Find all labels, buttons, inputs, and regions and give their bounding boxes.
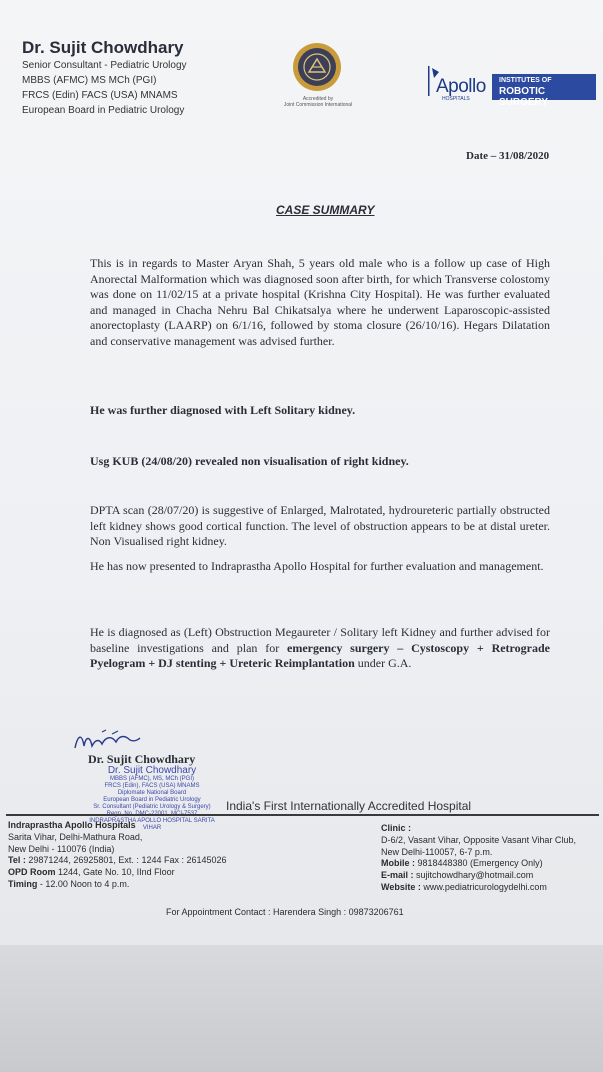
hospital-address-line: Sarita Vihar, Delhi-Mathura Road,	[8, 831, 143, 842]
clinic-address-block	[381, 823, 576, 894]
stamp-line: FRCS (Edin), FACS (USA) MNAMS	[104, 783, 200, 789]
opd-timing: Timing - 12.00 Noon to 4 p.m.	[8, 878, 130, 889]
credential-line: Senior Consultant - Pediatric Urology	[22, 60, 187, 71]
diagnosis-paragraph: He was further diagnosed with Left Solitary kidney.	[90, 403, 356, 417]
stamp-line: European Board in Pediatric Urology	[103, 797, 201, 803]
appointment-contact: For Appointment Contact : Harendera Singh : 09873206761	[166, 907, 404, 917]
stamp-line: Diplomate National Board	[117, 790, 187, 796]
jci-seal-icon	[292, 42, 342, 92]
apollo-logo-text: Apollo	[436, 76, 486, 97]
stamp-line: MBBS (AFMC), MS, MCh (PGI)	[110, 776, 194, 782]
dpta-paragraph: DPTA scan (28/07/20) is suggestive of Enlarged, Malrotated, hydroureteric partially obstructed left kidney shows good cortical function. The level of obstruction appears to be at distal ureter. Non Visualised right kidney.	[90, 503, 550, 549]
seal-caption: Accredited by Joint Commission International	[283, 96, 353, 108]
stamp-name: Dr. Sujit Chowdhary	[107, 765, 197, 776]
badge-line-2: ROBOTIC SURGERY	[499, 86, 549, 108]
presentation-paragraph: He has now presented to Indraprastha Apollo Hospital for further evaluation and management.	[90, 559, 544, 573]
footer-divider	[6, 814, 599, 816]
clinic-website: Website : www.pediatricurologydelhi.com	[381, 881, 547, 892]
letter-date: Date – 31/08/2020	[466, 150, 550, 162]
robotic-surgery-badge	[492, 74, 596, 108]
plan-paragraph	[90, 625, 550, 672]
table-surface	[0, 945, 603, 1072]
case-summary-heading: CASE SUMMARY	[276, 203, 375, 217]
history-paragraph: This is in regards to Master Aryan Shah, 5 years old male who is a follow up case of High Anorectal Malformation which was diagnosed soon after birth, for which Transverse colostomy was done on 11/02/15 at a private hospital (Krishna City Hospital). He was further evaluated and managed in Chacha Nehru Bal Chikatsalya where he underwent Laparoscopic-assisted anorectoplasty (LAARP) on 6/1/16, followed by stoma closure (26/10/16). Hegars Dilatation and conservative management was advised further.	[90, 256, 550, 348]
clinic-email: E-mail : sujitchowdhary@hotmail.com	[381, 870, 534, 881]
apollo-logo-subtext: HOSPITALS	[442, 96, 470, 102]
credential-line: FRCS (Edin) FACS (USA) MNAMS	[22, 90, 178, 101]
clinic-address-line: D-6/2, Vasant Vihar, Opposite Vasant Vihar Club,	[381, 834, 576, 845]
hospital-tagline: India's First Internationally Accredited Hospital	[226, 799, 472, 813]
clinic-label: Clinic :	[381, 823, 412, 833]
clinic-mobile: Mobile : 9818448380 (Emergency Only)	[381, 858, 543, 869]
hospital-name: Indraprastha Apollo Hospitals	[8, 820, 136, 830]
credential-line: European Board in Pediatric Urology	[22, 105, 185, 116]
hospital-address-line: New Delhi - 110076 (India)	[8, 843, 115, 854]
plan-text: He is diagnosed as (Left) Obstruction Megaureter / Solitary left Kidney and further advised for baseline investigations and plan for	[90, 625, 550, 655]
hospital-address-block	[8, 820, 227, 891]
signatory-name: Dr. Sujit Chowdhary	[88, 752, 196, 766]
stamp-line: INDRAPRASTHA APOLLO HOSPITAL SARITA VIHAR	[89, 818, 215, 831]
hospital-phone: Tel : 29871244, 26925801, Ext. : 1244 Fax : 26145026	[8, 855, 227, 866]
plan-text-end: under G.A.	[354, 656, 412, 671]
stamp-line: Sr. Consultant (Pediatric Urology & Surgery)	[93, 804, 211, 810]
doctor-name: Dr. Sujit Chowdhary	[22, 38, 184, 57]
usg-paragraph: Usg KUB (24/08/20) revealed non visualisation of right kidney.	[90, 454, 409, 468]
clinic-address-line: New Delhi-110057, 6-7 p.m.	[381, 846, 493, 857]
opd-room: OPD Room 1244, Gate No. 10, IInd Floor	[8, 867, 175, 878]
plan-surgery-text: emergency surgery – Cystoscopy + Retrograde Pyelogram + DJ stenting + Ureteric Reimplantation	[90, 640, 550, 671]
badge-line-1: INSTITUTES OF	[499, 77, 552, 84]
credential-line: MBBS (AFMC) MS MCh (PGI)	[22, 75, 157, 86]
